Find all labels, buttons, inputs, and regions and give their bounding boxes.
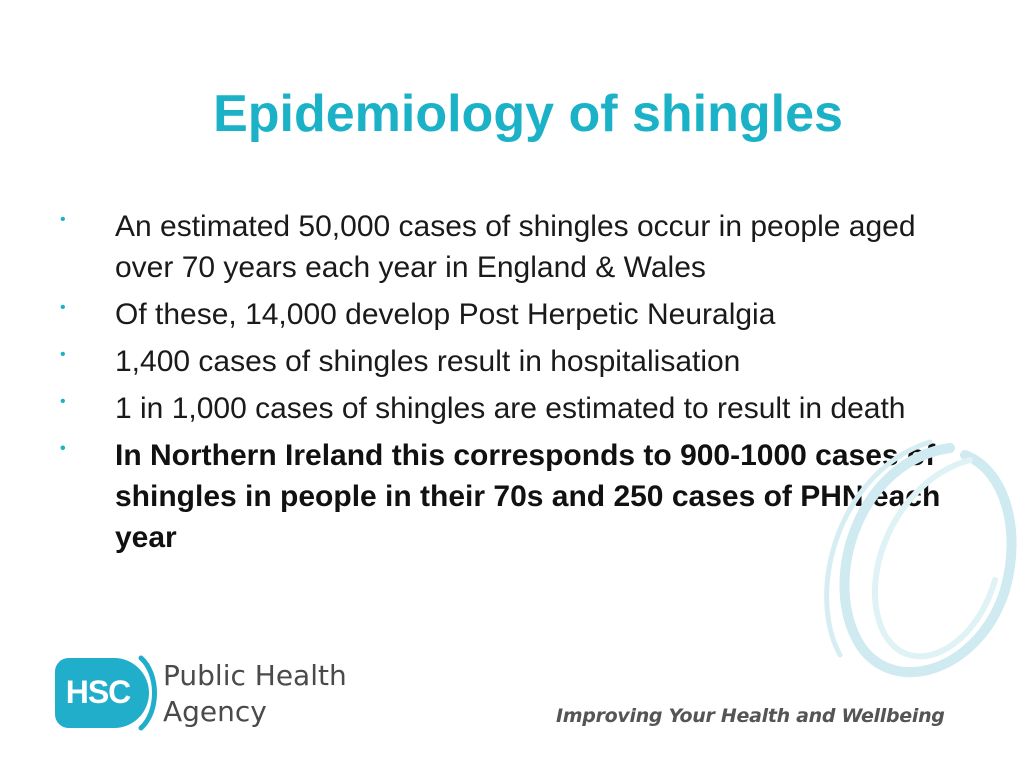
logo-arc-icon	[135, 654, 163, 732]
bullet-item	[60, 388, 960, 429]
footer-tagline: Improving Your Health and Wellbeing	[556, 705, 945, 727]
slide-title: Epidemiology of shingles	[213, 85, 843, 143]
bullet-text: 1,400 cases of shingles result in hospitalisation	[115, 345, 741, 378]
bullet-dot-icon: •	[60, 346, 66, 363]
org-name-line1: Public Health	[163, 659, 347, 692]
bullet-text: In Northern Ireland this corresponds to 900-1000 cases of shingles in people in their 70s and 250 cases of PHN each year	[115, 439, 941, 554]
bullet-dot-icon: •	[60, 440, 66, 457]
bullet-text: 1 in 1,000 cases of shingles are estimated to result in death	[115, 392, 906, 425]
bullet-dot-icon: •	[60, 393, 66, 410]
bullet-dot-icon: •	[60, 299, 66, 316]
bullet-dot-icon: •	[60, 211, 66, 228]
hsc-pha-logo	[55, 658, 355, 736]
bullet-text: Of these, 14,000 develop Post Herpetic Neuralgia	[115, 298, 776, 331]
swoosh-graphic	[800, 430, 1024, 680]
bullet-item	[60, 341, 960, 382]
bullet-item	[60, 206, 960, 288]
bullet-text: An estimated 50,000 cases of shingles occur in people aged over 70 years each year in England & Wales	[115, 210, 916, 284]
bullet-item	[60, 294, 960, 335]
hsc-logo-text: HSC	[65, 674, 131, 710]
org-name-line2: Agency	[163, 695, 267, 728]
